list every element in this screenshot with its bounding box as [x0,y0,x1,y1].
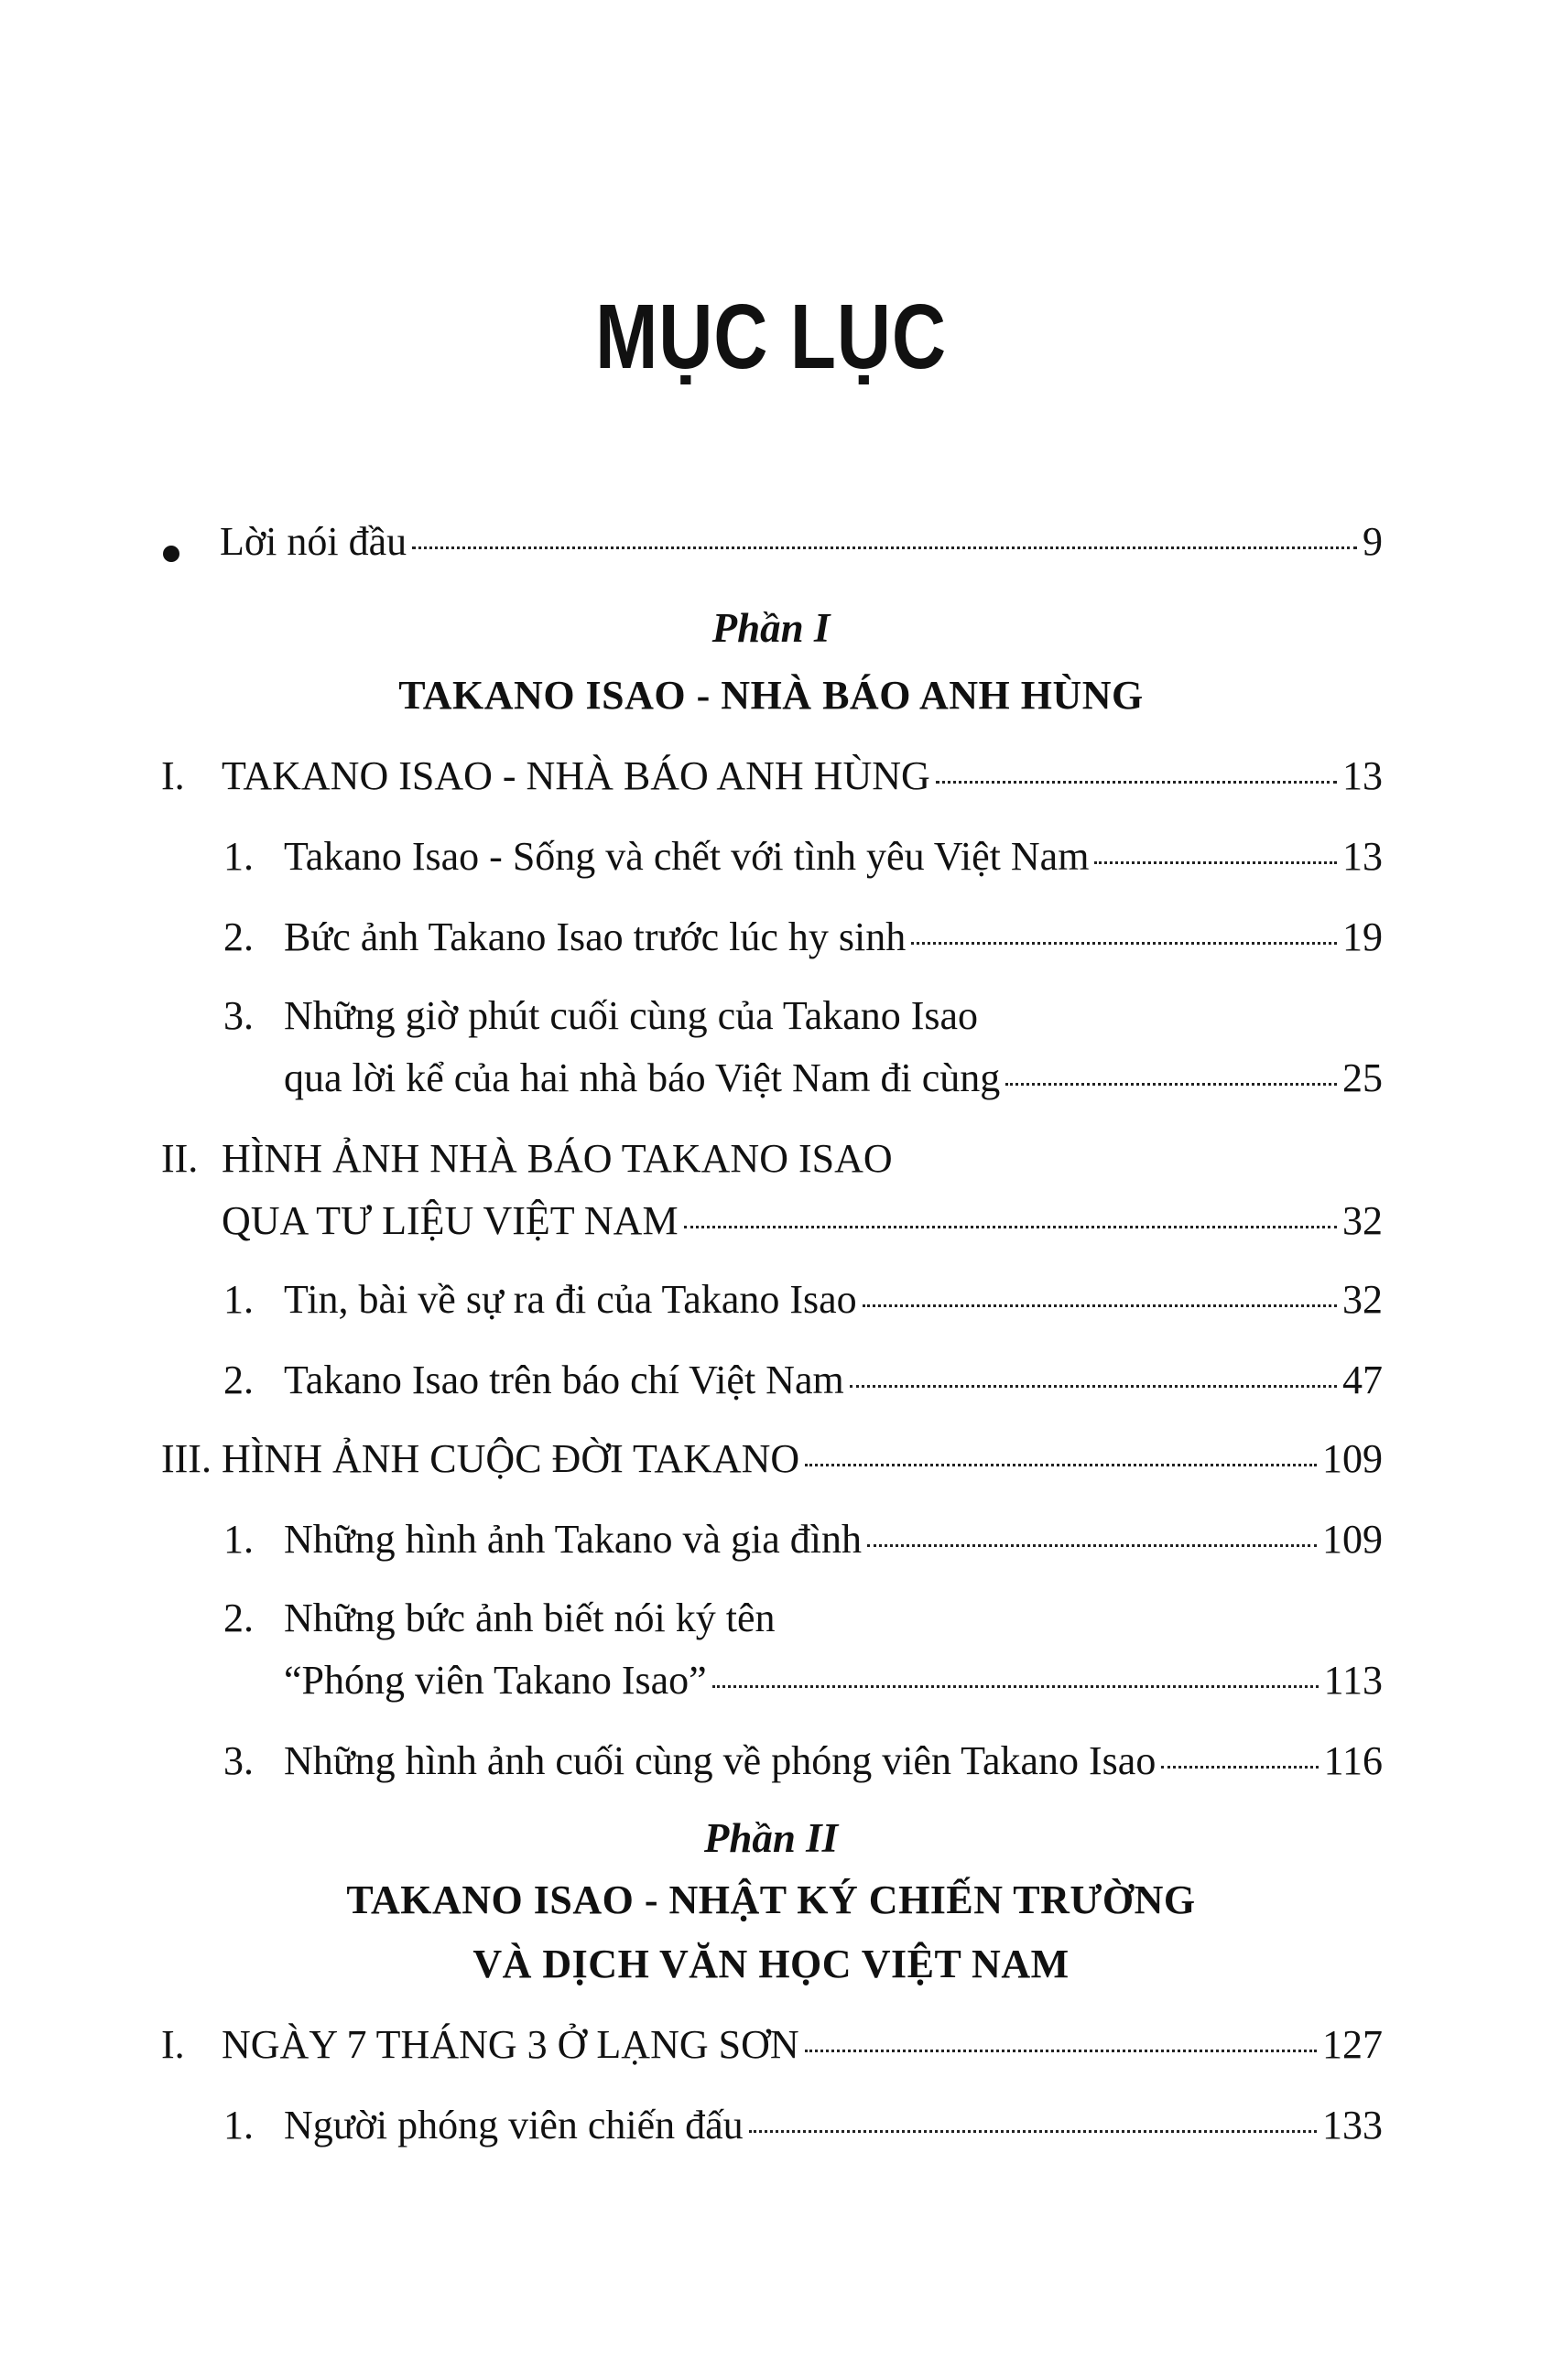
page-number: 32 [1342,1198,1383,1243]
page-number: 109 [1322,1517,1383,1562]
item-title-line-2: “Phóng viên Takano Isao” [284,1658,707,1703]
toc-item-1-2-2[interactable] [223,1360,1383,1401]
toc-section-1-1[interactable] [161,753,1383,798]
toc-section-1-2-first-line[interactable] [161,1136,893,1181]
section-title: TAKANO ISAO - NHÀ BÁO ANH HÙNG [222,753,930,798]
dot-leader [1094,861,1337,864]
page-number: 133 [1322,2103,1383,2147]
item-number: 1. [223,1517,254,1562]
page-number: 13 [1342,834,1383,879]
page-number: 113 [1323,1658,1383,1703]
part-1-title: TAKANO ISAO - NHÀ BÁO ANH HÙNG [398,673,1144,718]
toc-entry-foreword[interactable] [220,519,1383,564]
page-number: 13 [1342,753,1383,798]
page-title: MỤC LỤC [595,286,947,388]
part-2-title-line-2: VÀ DỊCH VĂN HỌC VIỆT NAM [472,1942,1070,1986]
item-title: Tin, bài về sự ra đi của Takano Isao [284,1277,857,1322]
section-title-line-1: HÌNH ẢNH NHÀ BÁO TAKANO ISAO [222,1136,893,1181]
entry-title: Lời nói đầu [220,519,407,564]
item-number: 2. [223,1358,254,1402]
item-title: Takano Isao - Sống và chết với tình yêu Việt Nam [284,834,1090,879]
item-title-line-2: qua lời kể của hai nhà báo Việt Nam đi cùng [284,1055,1001,1100]
page-number: 32 [1342,1277,1383,1322]
item-title: Những hình ảnh Takano và gia đình [284,1517,862,1562]
page-number: 116 [1323,1738,1383,1783]
dot-leader [412,546,1357,549]
section-title-line-2: QUA TƯ LIỆU VIỆT NAM [222,1198,679,1243]
dot-leader [805,1464,1317,1466]
toc-item-1-1-1[interactable] [223,834,1383,879]
part-2-label: Phần II [703,1815,839,1861]
dot-leader [867,1544,1317,1547]
item-title-line-1: Những bức ảnh biết nói ký tên [284,1596,776,1640]
page-number: 19 [1342,914,1383,959]
page-number: 127 [1322,2022,1383,2067]
item-title: Những hình ảnh cuối cùng về phóng viên Takano Isao [284,1738,1156,1783]
toc-section-1-2[interactable] [222,1198,1383,1243]
toc-item-2-1-1[interactable] [223,2105,1383,2146]
toc-item-1-3-2[interactable] [284,1658,1383,1703]
part-2-title-line-1: TAKANO ISAO - NHẬT KÝ CHIẾN TRƯỜNG [346,1877,1196,1922]
toc-section-2-1[interactable] [161,2022,1383,2067]
toc-item-1-3-1[interactable] [223,1517,1383,1562]
toc-item-1-1-2[interactable] [223,914,1383,959]
toc-item-1-3-2-first-line[interactable] [223,1598,776,1639]
dot-leader [712,1685,1319,1688]
dot-leader [863,1304,1337,1307]
toc-item-1-1-3-first-line[interactable] [223,993,979,1038]
toc-item-1-3-3[interactable] [223,1738,1383,1783]
page-number: 25 [1342,1055,1383,1100]
dot-leader [850,1385,1337,1388]
item-number: 2. [223,1596,254,1640]
toc-section-1-3[interactable] [161,1436,1383,1481]
section-number: III. [161,1436,212,1481]
item-title-line-1: Những giờ phút cuối cùng của Takano Isao [284,993,979,1038]
dot-leader [936,781,1337,784]
dot-leader [684,1226,1337,1228]
item-title: Takano Isao trên báo chí Việt Nam [284,1358,844,1402]
page-number: 109 [1322,1436,1383,1481]
part-1-label: Phần I [711,605,831,651]
dot-leader [911,942,1337,945]
item-number: 1. [223,834,254,879]
item-title: Bức ảnh Takano Isao trước lúc hy sinh [284,914,907,959]
item-number: 1. [223,2103,254,2147]
section-number: II. [161,1136,199,1181]
page-number: 47 [1342,1358,1383,1402]
dot-leader [805,2050,1317,2052]
item-number: 3. [223,1738,254,1783]
item-number: 2. [223,914,254,959]
dot-leader [1161,1766,1318,1769]
item-number: 1. [223,1277,254,1322]
section-title: NGÀY 7 THÁNG 3 Ở LẠNG SƠN [222,2022,799,2067]
toc-item-1-2-1[interactable] [223,1277,1383,1322]
section-number: I. [161,753,185,798]
item-number: 3. [223,993,254,1038]
dot-leader [1005,1083,1337,1086]
section-title: HÌNH ẢNH CUỘC ĐỜI TAKANO [222,1436,800,1481]
section-number: I. [161,2022,185,2067]
bullet-icon [163,546,179,562]
toc-item-1-1-3[interactable] [284,1055,1383,1100]
page-number: 9 [1363,519,1383,564]
dot-leader [749,2130,1317,2133]
item-title: Người phóng viên chiến đấu [284,2103,744,2147]
